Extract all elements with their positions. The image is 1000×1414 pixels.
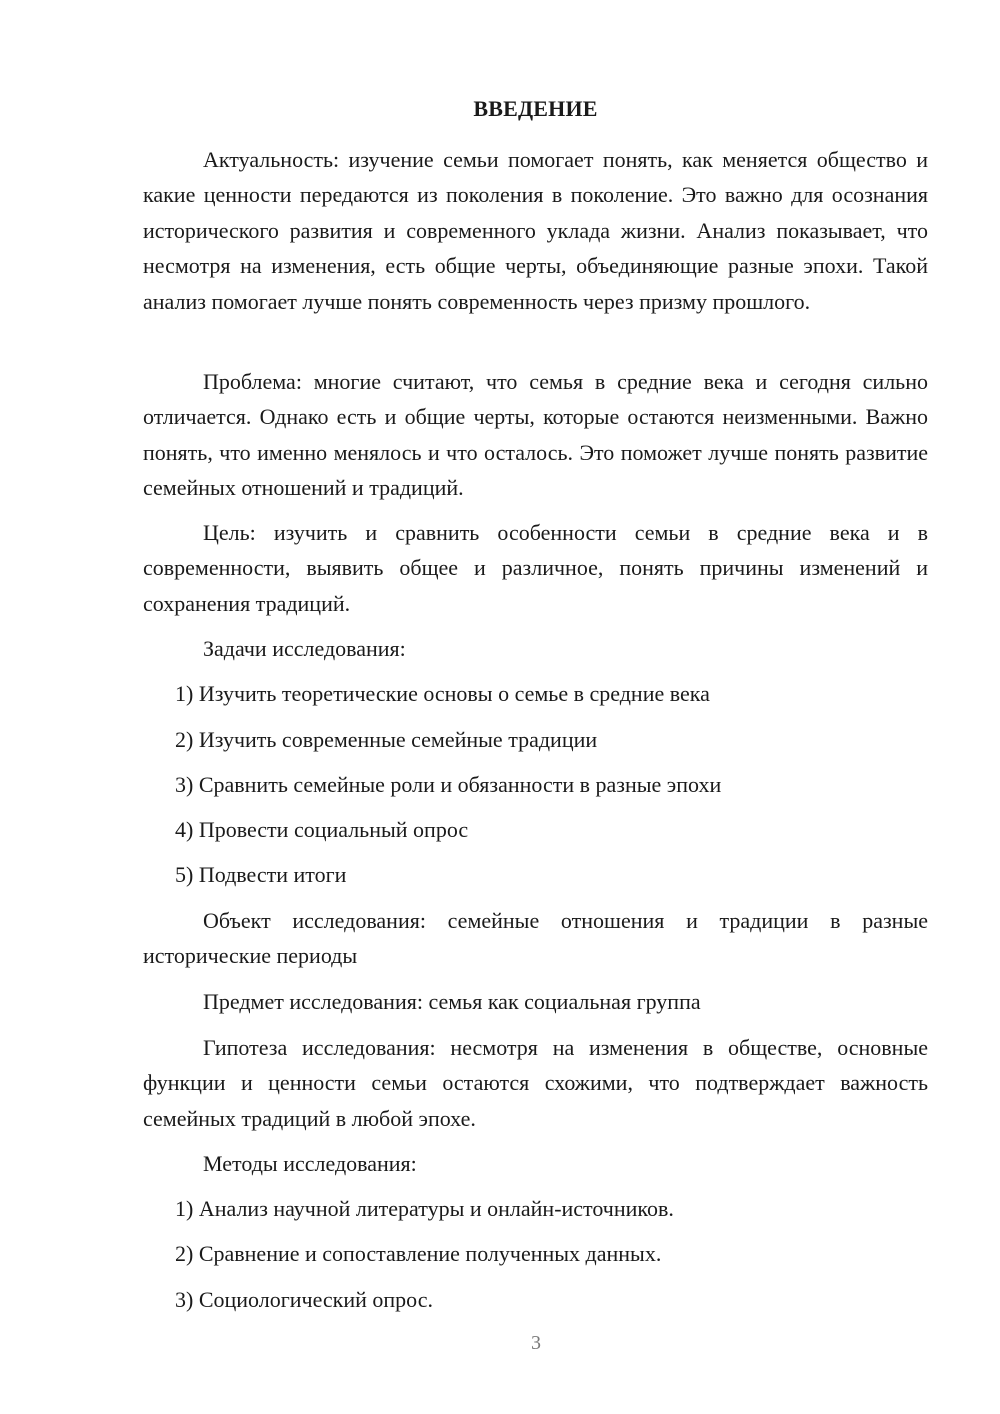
task-item: 1) Изучить теоретические основы о семье в средние века xyxy=(175,681,710,706)
goal-paragraph: Цель: изучить и сравнить особенности семьи в средние века и в современности, выявить общее и различное, понять причины изменений и сохранения традиций. xyxy=(143,520,928,616)
task-item: 2) Изучить современные семейные традиции xyxy=(175,727,598,752)
hypothesis-paragraph: Гипотеза исследования: несмотря на изменения в обществе, основные функции и ценности семьи остаются схожими, что подтверждает важность семейных традиций в любой эпохе. xyxy=(143,1035,928,1131)
task-item: 3) Сравнить семейные роли и обязанности в разные эпохи xyxy=(175,772,722,797)
task-item: 4) Провести социальный опрос xyxy=(175,817,469,842)
subject-paragraph: Предмет исследования: семья как социальная группа xyxy=(203,989,701,1014)
page-number: 3 xyxy=(531,1332,541,1354)
task-item: 5) Подвести итоги xyxy=(175,862,347,887)
problem-paragraph: Проблема: многие считают, что семья в средние века и сегодня сильно отличается. Однако есть и общие черты, которые остаются неизменными. Важно понять, что именно менялось и что осталось. Это поможет лучше понять развитие семейных отношений и традиций. xyxy=(143,369,928,501)
method-item: 1) Анализ научной литературы и онлайн-источников. xyxy=(175,1196,674,1221)
methods-label: Методы исследования: xyxy=(203,1151,417,1176)
object-paragraph: Объект исследования: семейные отношения и традиции в разные исторические периоды xyxy=(143,908,928,969)
method-item: 3) Социологический опрос. xyxy=(175,1287,433,1312)
page-title: ВВЕДЕНИЕ xyxy=(473,96,598,121)
relevance-paragraph: Актуальность: изучение семьи помогает понять, как меняется общество и какие ценности передаются из поколения в поколение. Это важно для осознания исторического развития и современного уклада жизни. Анализ показывает, что несмотря на изменения, есть общие черты, объединяющие разные эпохи. Такой анализ помогает лучше понять современность через призму прошлого. xyxy=(143,147,928,314)
tasks-label: Задачи исследования: xyxy=(203,636,406,661)
method-item: 2) Сравнение и сопоставление полученных данных. xyxy=(175,1241,662,1266)
